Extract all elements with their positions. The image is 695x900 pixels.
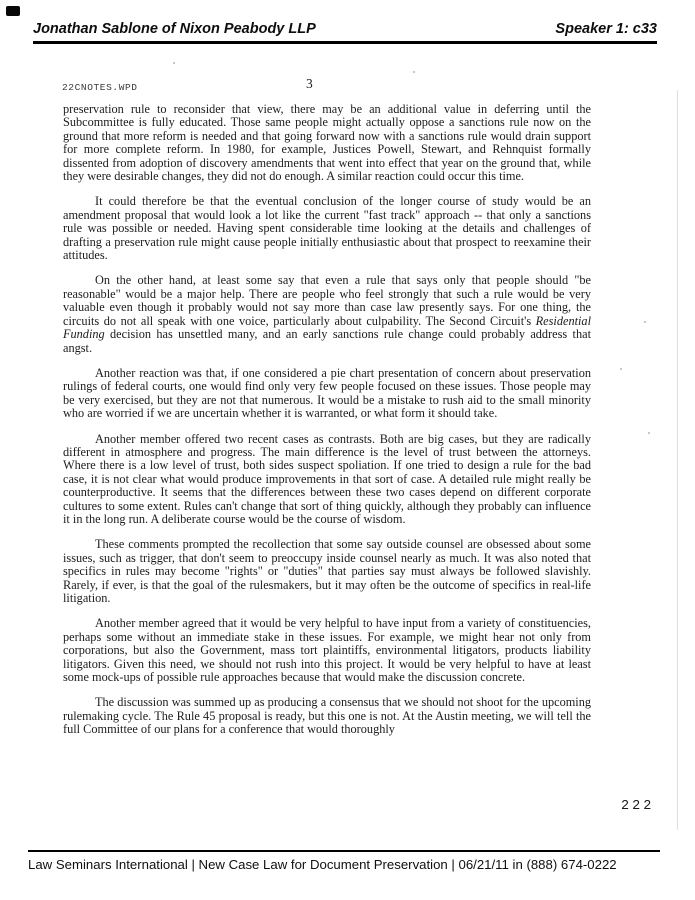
page-header (33, 21, 657, 44)
case-citation: Residential Funding (63, 313, 591, 342)
scan-speck (173, 62, 175, 64)
paragraph (63, 696, 591, 736)
paragraph (63, 103, 591, 183)
scan-edge-line (677, 90, 678, 830)
paragraph-text: It could therefore be that the eventual conclusion of the longer course of study would be an amendment proposal that would look a lot like the current "fast track" approach -- that only a sanctions rule was possible or needed. Having spent considerable time looking at the details and challenges of drafting a preservation rule might cause people initially enthusiastic about that prospect to reexamine their attitudes. (63, 194, 591, 263)
handout-page-stamp: 222 (621, 799, 655, 814)
paragraph (63, 274, 591, 354)
paragraph (63, 538, 591, 605)
scan-speck (648, 432, 650, 434)
paragraph-text: On the other hand, at least some say that even a rule that says only that people should "be reasonable" would be a major help. There are people who feel strongly that such a rule would be very valuable even though it probably would not say more than case law presently says. For one thing, the circuits do not all speak with one voice, particularly about culpability. The Second Circuit's (63, 273, 591, 328)
paragraph-text: These comments prompted the recollection that some say outside counsel are obsessed about some issues, such as trigger, that don't seem to preoccupy inside counsel nearly as much. It was also noted that specifics in rules may become "rights" or "duties" that parties say must always be followed slavishly. Rarely, if ever, is that the goal of the rulesmakers, but it may often be the outcome of specifics in real-life litigation. (63, 537, 591, 605)
footer-text: Law Seminars International | New Case Law for Document Preservation | 06/21/11 in (888) 674-0222 (28, 857, 617, 872)
paragraph (63, 367, 591, 421)
paragraph (63, 433, 591, 527)
document-filename: 22CNOTES.WPD (62, 82, 138, 93)
paragraph (63, 617, 591, 684)
paragraph-text: decision has unsettled many, and an early sanctions rule change could probably address that angst. (63, 327, 591, 355)
header-speaker-name: Jonathan Sablone of Nixon Peabody LLP (33, 21, 316, 37)
paragraph-text: The discussion was summed up as producing a consensus that we should not shoot for the upcoming rulemaking cycle. The Rule 45 proposal is ready, but this one is not. At the Austin meeting, we will tell the full Committee of our plans for a conference that would thoroughly (63, 695, 591, 737)
scan-speck (413, 71, 415, 73)
paragraph-text: Another member offered two recent cases as contrasts. Both are big cases, but they are radically different in atmosphere and progress. The main difference is the level of trust between the attorneys. Where there is a low level of trust, both sides suspect spoliation. If one tried to design a rule for the bad case, it is not clear what would produce improvements in that sort of case. A detailed rule might really be counterproductive. It seems that the differences between these two cases depend on different corporate cultures to some extent. Rules can't change that sort of thing quickly, although they probably can influence it in the long run. A deliberate course would be the course of wisdom. (63, 431, 591, 526)
paragraph-text: Another member agreed that it would be very helpful to have input from a variety of constituencies, perhaps some without an immediate stake in these issues. For example, we might hear not only from corporations, but also the Government, mass tort plaintiffs, environmental litigators, products liability litigators. Given this need, we should not rush into this project. It would be very helpful to have at least some mock-ups of possible rule approaches because that would make the discussion concrete. (63, 616, 591, 685)
paragraph (63, 195, 591, 262)
header-speaker-tag: Speaker 1: c33 (555, 21, 657, 37)
paragraph-text: preservation rule to reconsider that view, there may be an additional value in deferring until the Subcommittee is fully educated. Those same people might actually oppose a sanctions rule now on the ground that more reform is needed and that going forward now with a sanctions rule would drain support for more complete reform. In 1980, for example, Justices Powell, Stewart, and Rehnquist formally dissented from adoption of discovery amendments that went into effect that year on the ground that, while they were desirable changes, they did not do enough. A similar reaction could occur this time. (63, 102, 591, 184)
document-body (63, 103, 591, 749)
scan-speck (620, 368, 622, 370)
page-footer (28, 850, 660, 872)
document-page-number: 3 (306, 76, 313, 91)
scan-corner-mark (6, 6, 20, 16)
scan-speck (644, 321, 646, 323)
paragraph-text: Another reaction was that, if one considered a pie chart presentation of concern about preservation rulings of federal courts, one would find only very few people focused on these issues. Those people may be very exercised, but they are not that numerous. It would be a mistake to rush aid to the small minority who are worried if we are uncertain whether it is warranted, or what form it should take. (63, 365, 591, 421)
